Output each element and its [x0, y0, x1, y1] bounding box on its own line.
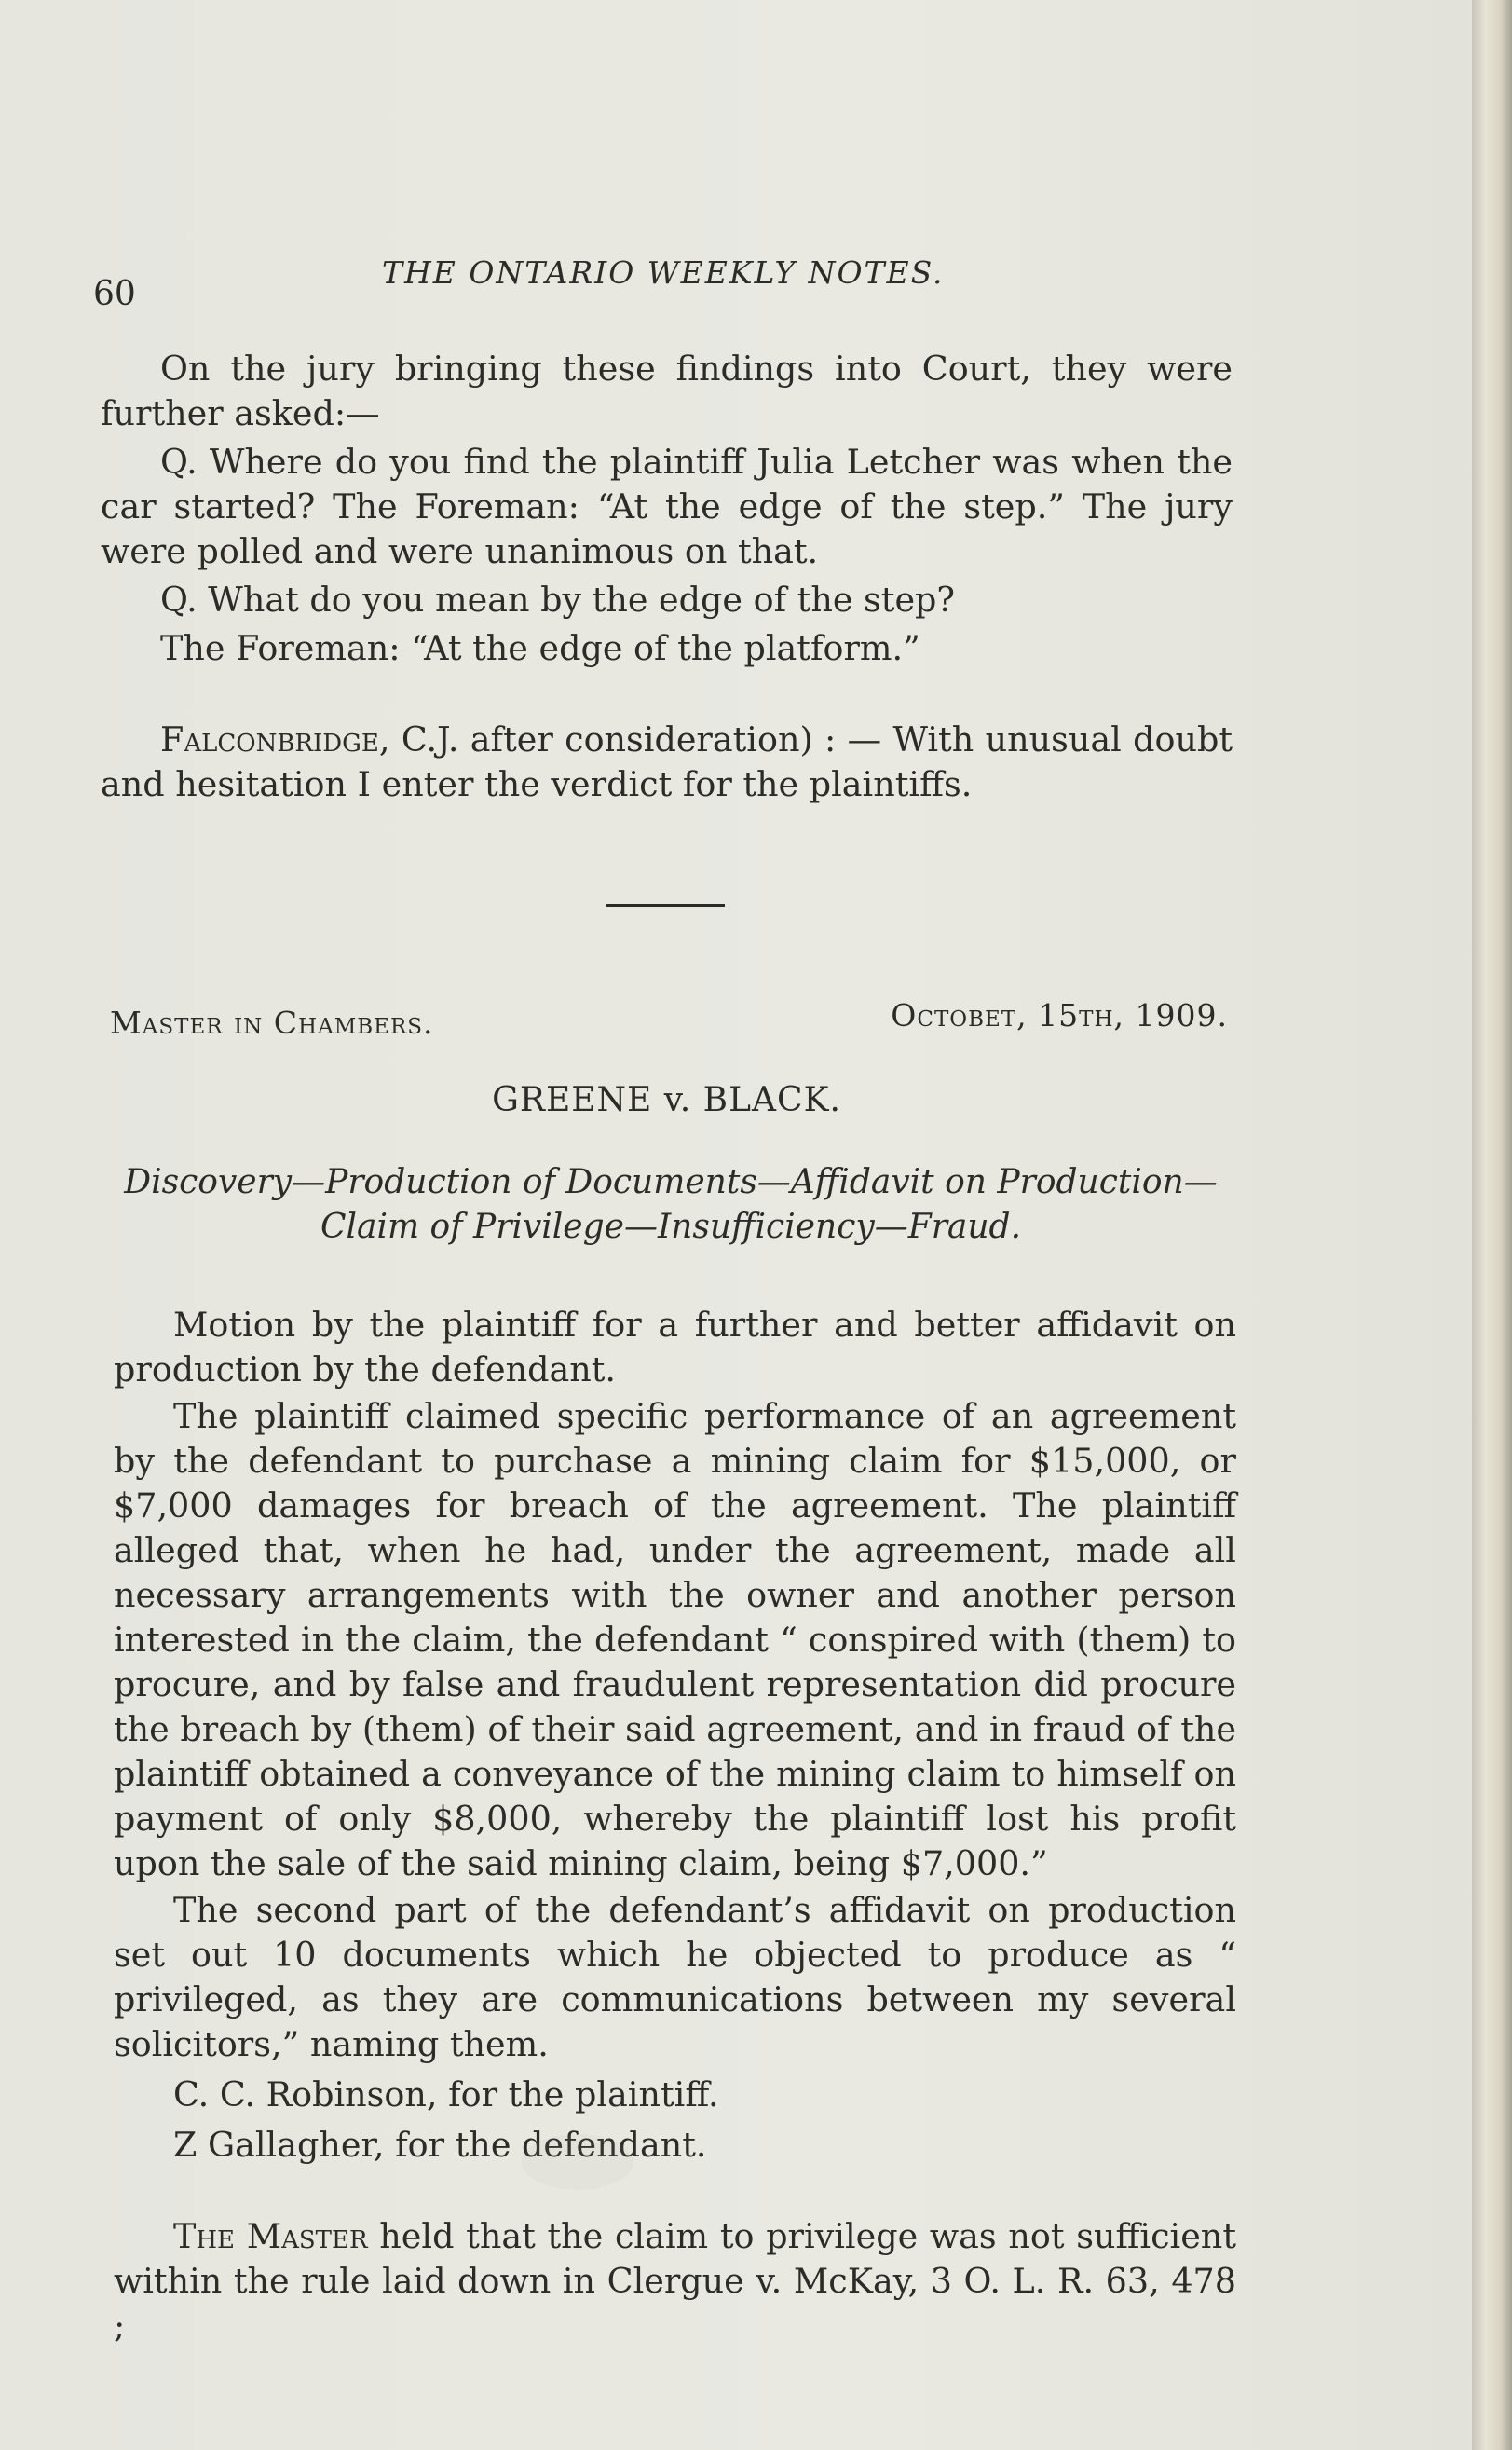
- judgment-text: after consideration) : — With unusual doubt and hesitation I enter the verdict for the plaintiffs.: [101, 719, 1233, 804]
- judge-name: Falconbridge, C.J.: [160, 719, 459, 760]
- court-line: [110, 997, 1228, 1051]
- master-text: held that the claim to privilege was not sufficient within the rule laid down in Clergue v. McKay, 3 O. L. R. 63, 478 ;: [114, 2216, 1236, 2346]
- headnote-line-2: Claim of Privilege—Insufficiency—Fraud.: [320, 1208, 1022, 1246]
- running-head: [93, 247, 1220, 312]
- case-title: GREENE v. BLACK.: [492, 1081, 841, 1119]
- paragraph-judgment: [101, 718, 1233, 807]
- jury-findings-section: [101, 347, 1233, 807]
- paragraph-affidavit: The second part of the defendant’s affidavit on production set out 10 documents which he objected to produce as “ privileged, as they are communications between my several solicitors,” naming them.: [114, 1890, 1236, 2064]
- master-name: The Master: [173, 2216, 368, 2256]
- paragraph-master-held: [114, 2214, 1236, 2348]
- page-edge: [1472, 0, 1512, 2450]
- counsel-plaintiff: C. C. Robinson, for the plaintiff.: [173, 2074, 719, 2115]
- page-number: 60: [93, 275, 136, 313]
- paragraph-jury-asked: On the jury bringing these findings into Court, they were further asked:—: [101, 349, 1233, 433]
- counsel-defendant: Z Gallagher, for the defendant.: [173, 2125, 707, 2165]
- paragraph-foreman-answer: The Foreman: “At the edge of the platform.”: [160, 628, 920, 668]
- paragraph-claim: The plaintiff claimed specific performance of an agreement by the defendant to purchase a mining claim for $15,000, or $7,000 damages for breach of the agreement. The plaintiff alleged that, when he had, under the agreement, made all necessary arrangements with the owner and another person interested in the claim, the defendant “ conspired with (them) to procure, and by false and fraudulent representation did procure the breach by (them) of their said agreement, and in fraud of the plaintiff obtained a conveyance of the mining claim to himself on payment of only $8,000, whereby the plaintiff lost his profit upon the sale of the said mining claim, being $7,000.”: [114, 1396, 1236, 1883]
- journal-title: THE ONTARIO WEEKLY NOTES.: [382, 254, 945, 291]
- paragraph-question-1: Q. Where do you find the plaintiff Julia Letcher was when the car started? The Foreman: “At the edge of the step.” The jury were polled and were unanimous on that.: [101, 442, 1233, 571]
- headnote: [112, 1160, 1230, 1250]
- paragraph-motion: Motion by the plaintiff for a further and better affidavit on production by the defendant.: [114, 1305, 1236, 1389]
- paragraph-question-2: Q. What do you mean by the edge of the step?: [160, 580, 955, 620]
- headnote-line-1: Discovery—Production of Documents—Affidavit on Production—: [124, 1163, 1218, 1201]
- section-divider: [606, 904, 725, 907]
- case-date: Octobet, 15th, 1909.: [891, 997, 1228, 1033]
- court-name: Master in Chambers.: [110, 1005, 434, 1041]
- case-body: [114, 1303, 1236, 2348]
